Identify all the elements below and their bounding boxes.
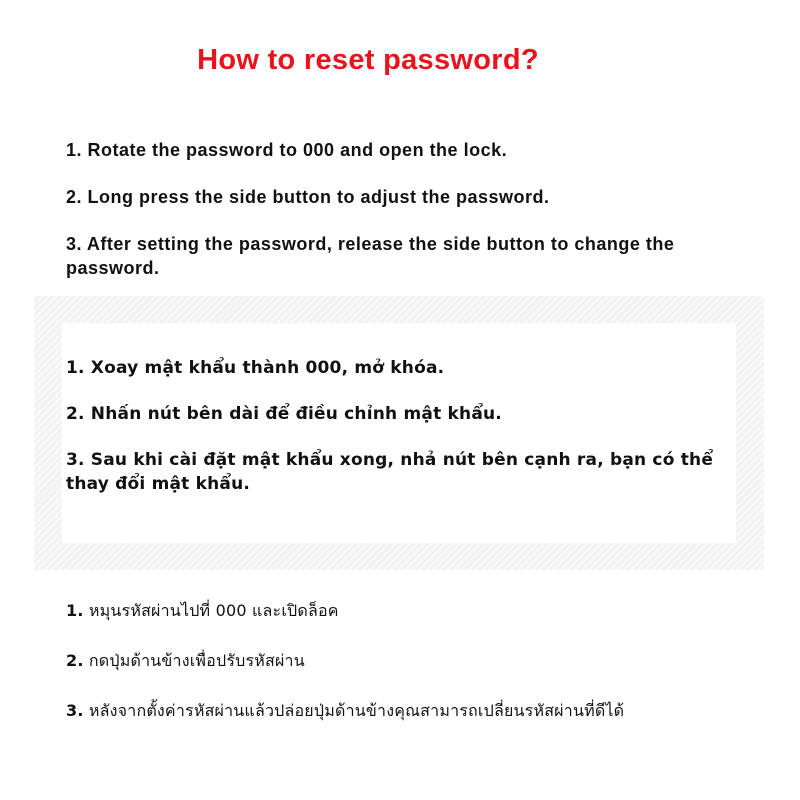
english-step-2: 2. Long press the side button to adjust the password. [66,187,550,207]
vietnamese-instructions [66,356,736,496]
vietnamese-instructions-card [62,323,736,543]
vietnamese-step-2: 2. Nhấn nút bên dài để điều chỉnh mật khẩu. [66,404,502,424]
thai-step-1 [66,600,786,622]
vietnamese-step-1: 1. Xoay mật khẩu thành 000, mở khóa. [66,358,445,378]
thai-step-number: 3. [66,701,84,720]
thai-step-3 [66,700,786,722]
thai-step-text: กดปุ่มด้านข้างเพื่อปรับรหัสผ่าน [88,651,305,670]
english-step-1: 1. Rotate the password to 000 and open the lock. [66,140,508,160]
english-step-3: 3. After setting the password, release the side button to change the password. [66,234,675,278]
thai-step-number: 1. [66,601,84,620]
english-instructions [66,138,766,280]
thai-instructions [66,600,786,722]
thai-step-text: หมุนรหัสผ่านไปที่ 000 และเปิดล็อค [88,601,339,620]
page-title: How to reset password? [197,44,539,76]
vietnamese-step-3: 3. Sau khi cài đặt mật khẩu xong, nhả nút bên cạnh ra, bạn có thể thay đổi mật khẩu. [66,450,714,494]
vietnamese-instructions-panel [34,296,764,570]
thai-step-2 [66,650,786,672]
thai-step-number: 2. [66,651,84,670]
thai-step-text: หลังจากตั้งค่ารหัสผ่านแล้วปล่อยปุ่มด้านข้างคุณสามารถเปลี่ยนรหัสผ่านที่ดีได้ [88,701,625,720]
